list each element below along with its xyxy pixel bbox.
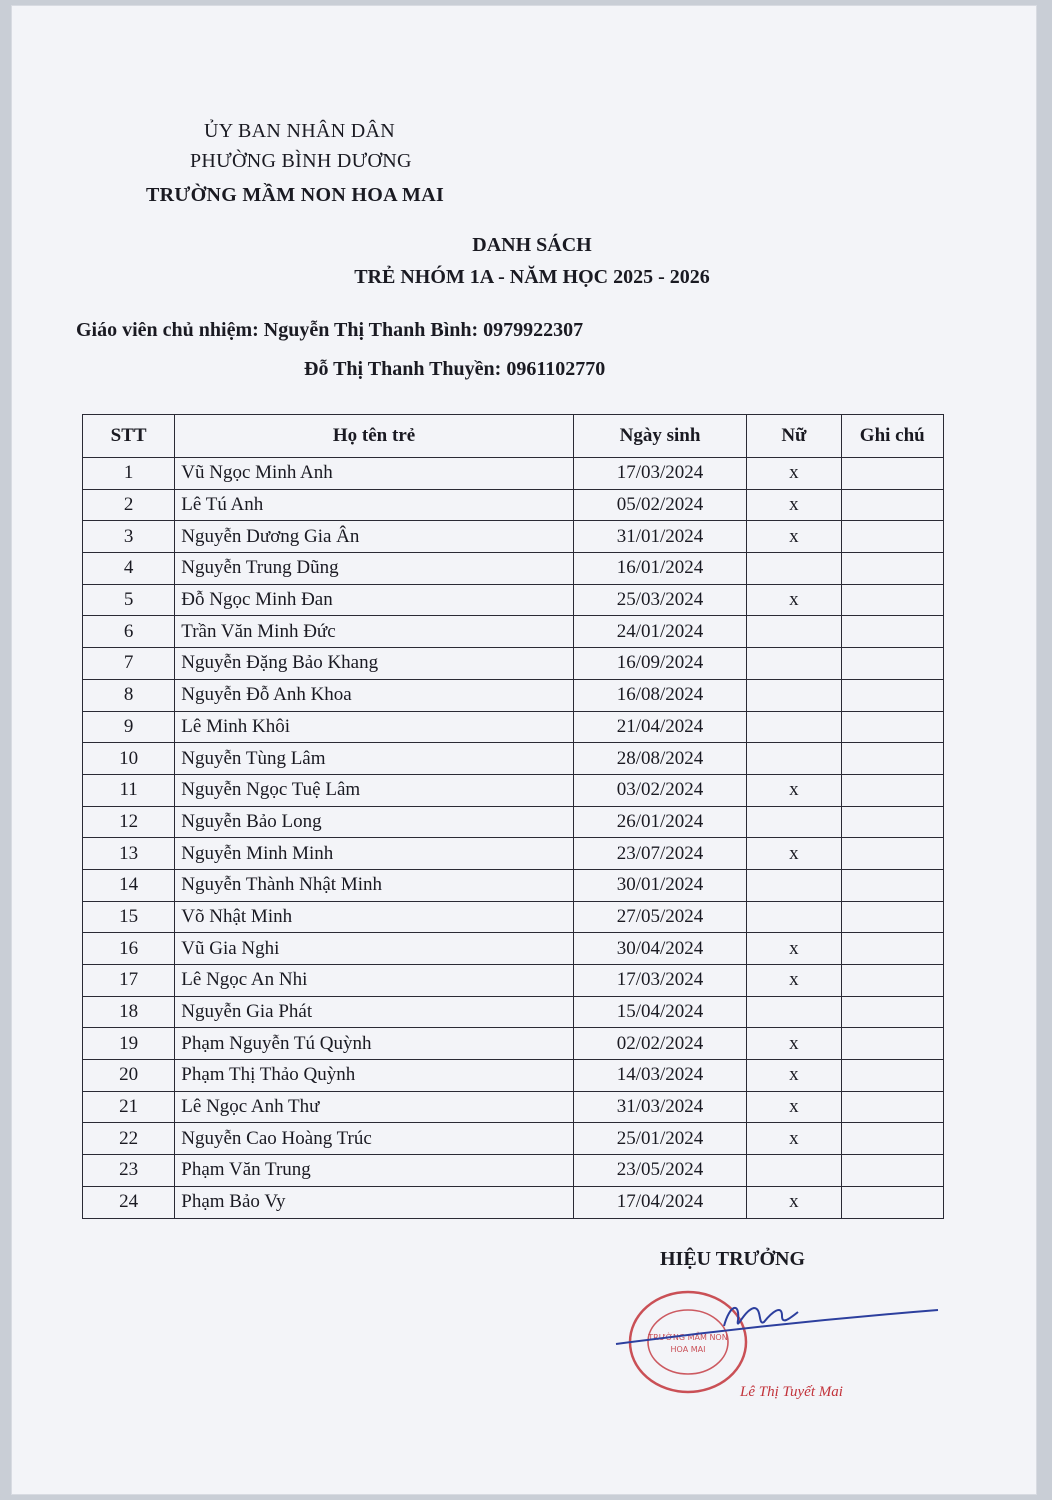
cell-name: Nguyễn Bảo Long: [175, 806, 574, 838]
cell-dob: 30/04/2024: [573, 933, 746, 965]
cell-note: [841, 869, 943, 901]
header-name: Họ tên trẻ: [175, 415, 574, 458]
cell-dob: 15/04/2024: [573, 996, 746, 1028]
cell-note: [841, 901, 943, 933]
cell-name: Nguyễn Ngọc Tuệ Lâm: [175, 774, 574, 806]
cell-note: [841, 774, 943, 806]
table-row: [83, 616, 944, 648]
cell-dob: 31/03/2024: [573, 1091, 746, 1123]
cell-note: [841, 679, 943, 711]
cell-note: [841, 616, 943, 648]
cell-stt: 15: [83, 901, 175, 933]
cell-girl: [747, 648, 841, 680]
table-row: [83, 458, 944, 490]
table-row: [83, 1028, 944, 1060]
table-row: [83, 679, 944, 711]
cell-dob: 28/08/2024: [573, 743, 746, 775]
table-row: [83, 869, 944, 901]
cell-girl: x: [747, 1123, 841, 1155]
cell-girl: x: [747, 584, 841, 616]
cell-note: [841, 806, 943, 838]
cell-stt: 5: [83, 584, 175, 616]
cell-dob: 26/01/2024: [573, 806, 746, 838]
cell-name: Lê Minh Khôi: [175, 711, 574, 743]
cell-dob: 25/01/2024: [573, 1123, 746, 1155]
cell-name: Vũ Gia Nghi: [175, 933, 574, 965]
cell-girl: [747, 711, 841, 743]
cell-name: Nguyễn Trung Dũng: [175, 553, 574, 585]
cell-girl: x: [747, 1186, 841, 1218]
table-row: [83, 553, 944, 585]
cell-dob: 17/04/2024: [573, 1186, 746, 1218]
second-teacher-line: Đỗ Thị Thanh Thuyền: 0961102770: [304, 358, 606, 380]
cell-girl: x: [747, 458, 841, 490]
cell-dob: 16/09/2024: [573, 648, 746, 680]
table-row: [83, 648, 944, 680]
cell-note: [841, 838, 943, 870]
document-title: DANH SÁCH: [472, 234, 592, 256]
cell-note: [841, 1186, 943, 1218]
cell-note: [841, 648, 943, 680]
header-dob: Ngày sinh: [573, 415, 746, 458]
cell-dob: 24/01/2024: [573, 616, 746, 648]
svg-text:HOA MAI: HOA MAI: [670, 1345, 706, 1354]
cell-girl: x: [747, 521, 841, 553]
signer-name: Lê Thị Tuyết Mai: [740, 1384, 843, 1400]
cell-stt: 18: [83, 996, 175, 1028]
cell-girl: [747, 679, 841, 711]
cell-dob: 30/01/2024: [573, 869, 746, 901]
cell-note: [841, 965, 943, 997]
cell-girl: [747, 806, 841, 838]
cell-name: Nguyễn Dương Gia Ân: [175, 521, 574, 553]
cell-dob: 31/01/2024: [573, 521, 746, 553]
table-row: [83, 838, 944, 870]
cell-stt: 10: [83, 743, 175, 775]
cell-note: [841, 933, 943, 965]
org-line-2: PHƯỜNG BÌNH DƯƠNG: [190, 150, 412, 172]
cell-girl: x: [747, 774, 841, 806]
cell-stt: 13: [83, 838, 175, 870]
cell-dob: 25/03/2024: [573, 584, 746, 616]
cell-dob: 17/03/2024: [573, 965, 746, 997]
cell-name: Lê Ngọc Anh Thư: [175, 1091, 574, 1123]
table-row: [83, 965, 944, 997]
student-table: [82, 414, 944, 1219]
table-row: [83, 806, 944, 838]
cell-stt: 14: [83, 869, 175, 901]
cell-girl: x: [747, 1060, 841, 1092]
cell-stt: 24: [83, 1186, 175, 1218]
cell-note: [841, 1091, 943, 1123]
document-subtitle: TRẺ NHÓM 1A - NĂM HỌC 2025 - 2026: [354, 266, 710, 288]
cell-name: Trần Văn Minh Đức: [175, 616, 574, 648]
table-row: [83, 584, 944, 616]
cell-dob: 03/02/2024: [573, 774, 746, 806]
cell-girl: [747, 743, 841, 775]
cell-note: [841, 1028, 943, 1060]
cell-girl: [747, 901, 841, 933]
table-body: [83, 458, 944, 1219]
cell-girl: x: [747, 838, 841, 870]
cell-stt: 11: [83, 774, 175, 806]
cell-dob: 14/03/2024: [573, 1060, 746, 1092]
cell-stt: 12: [83, 806, 175, 838]
cell-name: Đỗ Ngọc Minh Đan: [175, 584, 574, 616]
cell-note: [841, 743, 943, 775]
cell-stt: 22: [83, 1123, 175, 1155]
cell-stt: 16: [83, 933, 175, 965]
cell-note: [841, 489, 943, 521]
org-line-1: ỦY BAN NHÂN DÂN: [204, 120, 395, 142]
cell-name: Nguyễn Đỗ Anh Khoa: [175, 679, 574, 711]
cell-name: Phạm Văn Trung: [175, 1155, 574, 1187]
cell-girl: x: [747, 489, 841, 521]
cell-name: Nguyễn Minh Minh: [175, 838, 574, 870]
school-name: TRƯỜNG MẦM NON HOA MAI: [146, 184, 445, 206]
cell-dob: 16/01/2024: [573, 553, 746, 585]
cell-name: Phạm Nguyễn Tú Quỳnh: [175, 1028, 574, 1060]
table-row: [83, 711, 944, 743]
cell-name: Nguyễn Cao Hoàng Trúc: [175, 1123, 574, 1155]
cell-note: [841, 1123, 943, 1155]
table-row: [83, 1060, 944, 1092]
table-row: [83, 996, 944, 1028]
cell-name: Vũ Ngọc Minh Anh: [175, 458, 574, 490]
cell-stt: 3: [83, 521, 175, 553]
cell-dob: 23/07/2024: [573, 838, 746, 870]
svg-text:TRƯỜNG MẦM NON: TRƯỜNG MẦM NON: [648, 1333, 728, 1342]
cell-girl: [747, 869, 841, 901]
cell-stt: 7: [83, 648, 175, 680]
cell-girl: [747, 996, 841, 1028]
cell-name: Lê Ngọc An Nhi: [175, 965, 574, 997]
cell-note: [841, 458, 943, 490]
cell-note: [841, 1155, 943, 1187]
cell-girl: x: [747, 933, 841, 965]
header-stt: STT: [83, 415, 175, 458]
cell-name: Lê Tú Anh: [175, 489, 574, 521]
cell-stt: 21: [83, 1091, 175, 1123]
cell-girl: x: [747, 1028, 841, 1060]
document-page: [12, 6, 1036, 1494]
cell-name: Nguyễn Tùng Lâm: [175, 743, 574, 775]
cell-stt: 17: [83, 965, 175, 997]
cell-stt: 4: [83, 553, 175, 585]
cell-note: [841, 711, 943, 743]
principal-title: HIỆU TRƯỞNG: [660, 1248, 806, 1270]
table-row: [83, 1123, 944, 1155]
cell-girl: [747, 1155, 841, 1187]
cell-note: [841, 521, 943, 553]
cell-dob: 16/08/2024: [573, 679, 746, 711]
header-note: Ghi chú: [841, 415, 943, 458]
table-header-row: [83, 415, 944, 458]
cell-stt: 6: [83, 616, 175, 648]
cell-stt: 2: [83, 489, 175, 521]
cell-dob: 02/02/2024: [573, 1028, 746, 1060]
cell-girl: [747, 553, 841, 585]
cell-stt: 8: [83, 679, 175, 711]
cell-girl: x: [747, 1091, 841, 1123]
cell-name: Phạm Thị Thảo Quỳnh: [175, 1060, 574, 1092]
cell-note: [841, 584, 943, 616]
cell-name: Nguyễn Gia Phát: [175, 996, 574, 1028]
table-row: [83, 774, 944, 806]
homeroom-teacher-line: Giáo viên chủ nhiệm: Nguyễn Thị Thanh Bình: 0979922307: [76, 319, 584, 341]
table-row: [83, 901, 944, 933]
table-row: [83, 1091, 944, 1123]
cell-girl: [747, 616, 841, 648]
cell-dob: 27/05/2024: [573, 901, 746, 933]
cell-name: Phạm Bảo Vy: [175, 1186, 574, 1218]
cell-girl: x: [747, 965, 841, 997]
cell-dob: 21/04/2024: [573, 711, 746, 743]
principal-signature: [612, 1298, 942, 1358]
header-girl: Nữ: [747, 415, 841, 458]
cell-name: Nguyễn Thành Nhật Minh: [175, 869, 574, 901]
table-row: [83, 933, 944, 965]
cell-name: Võ Nhật Minh: [175, 901, 574, 933]
cell-name: Nguyễn Đặng Bảo Khang: [175, 648, 574, 680]
cell-dob: 05/02/2024: [573, 489, 746, 521]
table-row: [83, 1186, 944, 1218]
table-row: [83, 489, 944, 521]
table-row: [83, 521, 944, 553]
cell-stt: 9: [83, 711, 175, 743]
cell-stt: 20: [83, 1060, 175, 1092]
table-row: [83, 743, 944, 775]
cell-note: [841, 1060, 943, 1092]
cell-dob: 17/03/2024: [573, 458, 746, 490]
cell-stt: 19: [83, 1028, 175, 1060]
table-row: [83, 1155, 944, 1187]
cell-note: [841, 996, 943, 1028]
cell-stt: 23: [83, 1155, 175, 1187]
cell-dob: 23/05/2024: [573, 1155, 746, 1187]
cell-note: [841, 553, 943, 585]
cell-stt: 1: [83, 458, 175, 490]
